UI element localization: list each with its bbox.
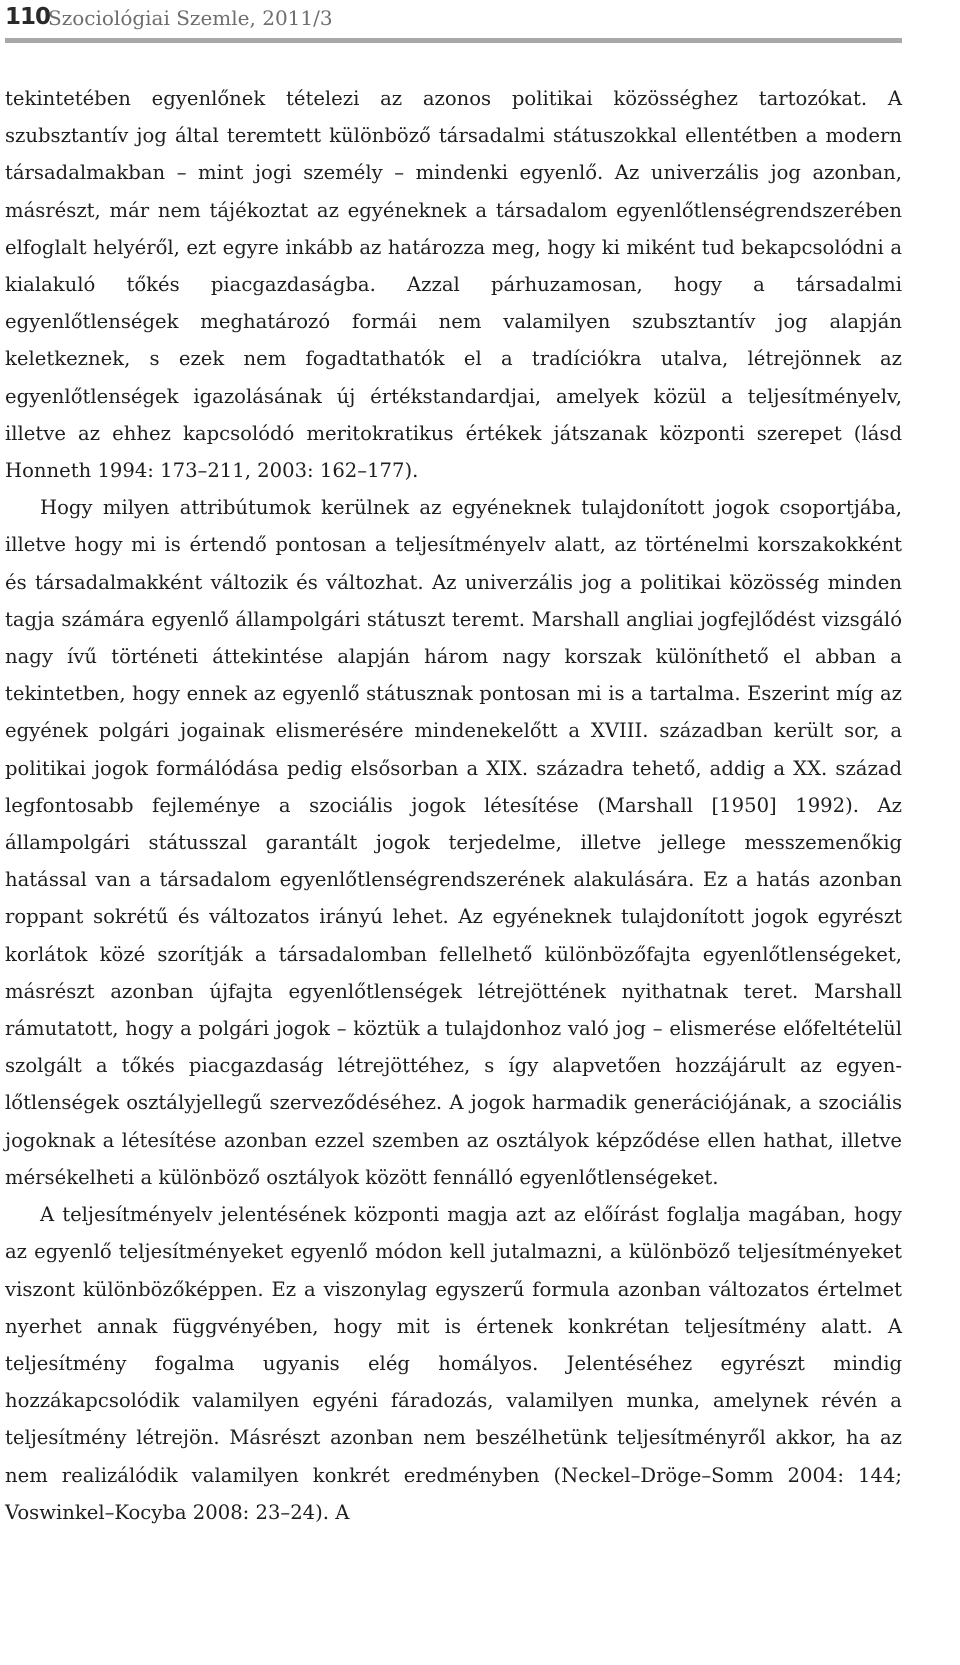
paragraph-2: Hogy milyen attribútumok kerülnek az egyéneknek tulajdonított jogok csoportjába, illetve hogy mi is értendő pontosan a teljesítményelv alatt, az történelmi korszakokként és társadalmakként változik és változhat. Az univerzális jog a politikai közösség minden tagja számára egyenlő állampolgári státuszt teremt. Marshall angliai jogfejlődést vizsgáló nagy ívű történeti áttekintése alapján három nagy korszak különíthető el abban a tekintetben, hogy ennek az egyenlő státusznak pontosan mi is a tartalma. Eszerint míg az egyének polgári jogainak elismerésére mindenekelőtt a XVIII. században került sor, a politikai jogok formálódása pedig elsősorban a XIX. századra tehető, addig a XX. század legfontosabb fejleménye a szociális jogok létesítése (Marshall [1950] 1992). Az állampolgári státusszal garantált jogok terjedelme, illetve jellege messzemenőkig hatással van a társadalom egyenlőtlenségrendszerének alakulására. Ez a hatás azonban roppant sokrétű és változatos irányú lehet. Az egyéneknek tulajdonított jogok egyrészt korlátok közé szorítják a társadalomban fellelhető különbözőfajta egyenlőtlenségeket, másrészt azonban újfajta egyenlőtlenségek létrejöttének nyithatnak teret. Marshall rámutatott, hogy a polgári jogok – köztük a tulajdonhoz való jog – elismerése előfeltételül szolgált a tőkés piacgazdaság létrejöttéhez, s így alapvetően hozzájárult az egyenlőtlenségek osztályjellegű szerveződéséhez. A jogok harmadik generációjának, a szociális jogoknak a létesítése azonban ezzel szemben az osztályok képződése ellen hathat, illetve mérsékelheti a különböző osztályok között fennálló egyenlőtlenségeket. bbox=[5, 496, 902, 1189]
journal-title: Szociológiai Szemle, 2011/3 bbox=[48, 6, 333, 30]
body-text bbox=[5, 80, 902, 1531]
running-header bbox=[5, 0, 902, 46]
header-rule bbox=[5, 38, 902, 43]
paragraph-3: A teljesítményelv jelentésének központi magja azt az előírást foglalja magában, hogy az egyenlő teljesítményeket egyenlő módon kell jutalmazni, a különböző teljesítményeket viszont különbözőképpen. Ez a viszonylag egyszerű formula azonban változatos értelmet nyerhet annak függvényében, hogy mit is értenek konkrétan teljesítmény alatt. A teljesítmény fogalma ugyanis elég homályos. Jelentéséhez egyrészt mindig hozzákapcsolódik valamilyen egyéni fáradozás, valamilyen munka, amelynek révén a teljesítmény létrejön. Másrészt azonban nem beszélhetünk teljesítményről akkor, ha az nem realizálódik valamilyen konkrét eredményben (Neckel–Dröge–Somm 2004: 144; Voswinkel–Kocyba 2008: 23–24). A bbox=[5, 1203, 902, 1524]
paragraph-1: tekintetében egyenlőnek tételezi az azonos politikai közösséghez tartozókat. A szubsztantív jog által teremtett különböző társadalmi státuszokkal ellentétben a modern társadalmakban – mint jogi személy – mindenki egyenlő. Az univerzális jog azonban, másrészt, már nem tájékoztat az egyéneknek a társadalom egyenlőtlenségrendszerében elfoglalt helyéről, ezt egyre inkább az határozza meg, hogy ki miként tud bekapcsolódni a kialakuló tőkés piacgazdaságba. Azzal párhuzamosan, hogy a társadalmi egyenlőtlenségek meghatározó formái nem valamilyen szubsztantív jog alapján keletkeznek, s ezek nem fogadtathatók el a tradíciókra utalva, létrejönnek az egyenlőtlenségek igazolásának új értékstandardjai, amelyek közül a teljesítményelv, illetve az ehhez kapcsolódó meritokratikus értékek játszanak központi szerepet (lásd Honneth 1994: 173–211, 2003: 162–177). bbox=[5, 87, 902, 483]
page-number: 110 bbox=[5, 4, 51, 30]
